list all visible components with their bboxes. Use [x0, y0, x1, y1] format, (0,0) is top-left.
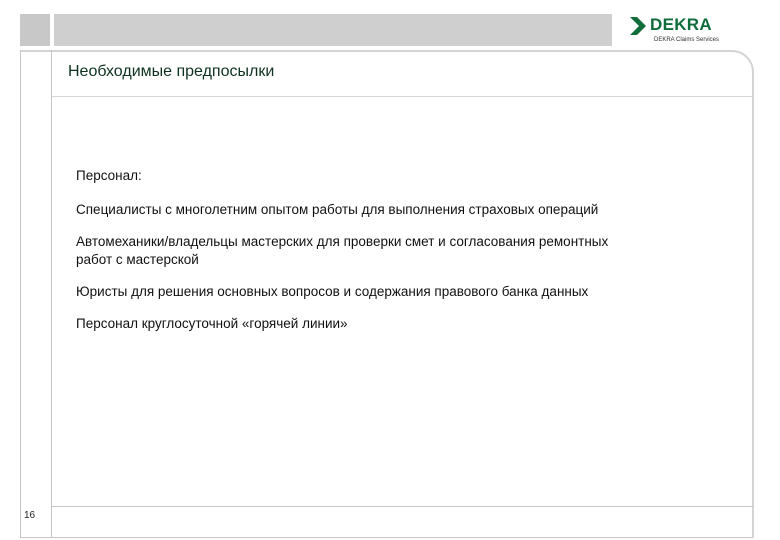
page-number: 16 — [24, 510, 36, 521]
header-bar — [54, 14, 612, 46]
dekra-logo — [616, 12, 754, 48]
logo-brand: DEKRA — [650, 15, 712, 34]
section-heading: Персонал: — [76, 168, 142, 183]
list-item: Юристы для решения основных вопросов и содержания правового банка данных — [76, 284, 589, 299]
list-item: Специалисты с многолетним опытом работы для выполнения страховых операций — [76, 202, 599, 217]
slide-content — [76, 167, 636, 347]
list-item: Автомеханики/владельцы мастерских для проверки смет и согласования ремонтных работ с мастерской — [76, 234, 609, 267]
slide-title: Необходимые предпосылки — [68, 63, 275, 80]
footer-divider — [52, 506, 754, 507]
logo-subtitle: DEKRA Claims Services — [654, 37, 720, 43]
title-divider — [52, 96, 754, 97]
slide-sidebar — [20, 50, 52, 538]
list-item: Персонал круглосуточной «горячей линии» — [76, 316, 348, 331]
header-corner-block — [20, 14, 50, 46]
dekra-logo-icon — [630, 17, 646, 35]
